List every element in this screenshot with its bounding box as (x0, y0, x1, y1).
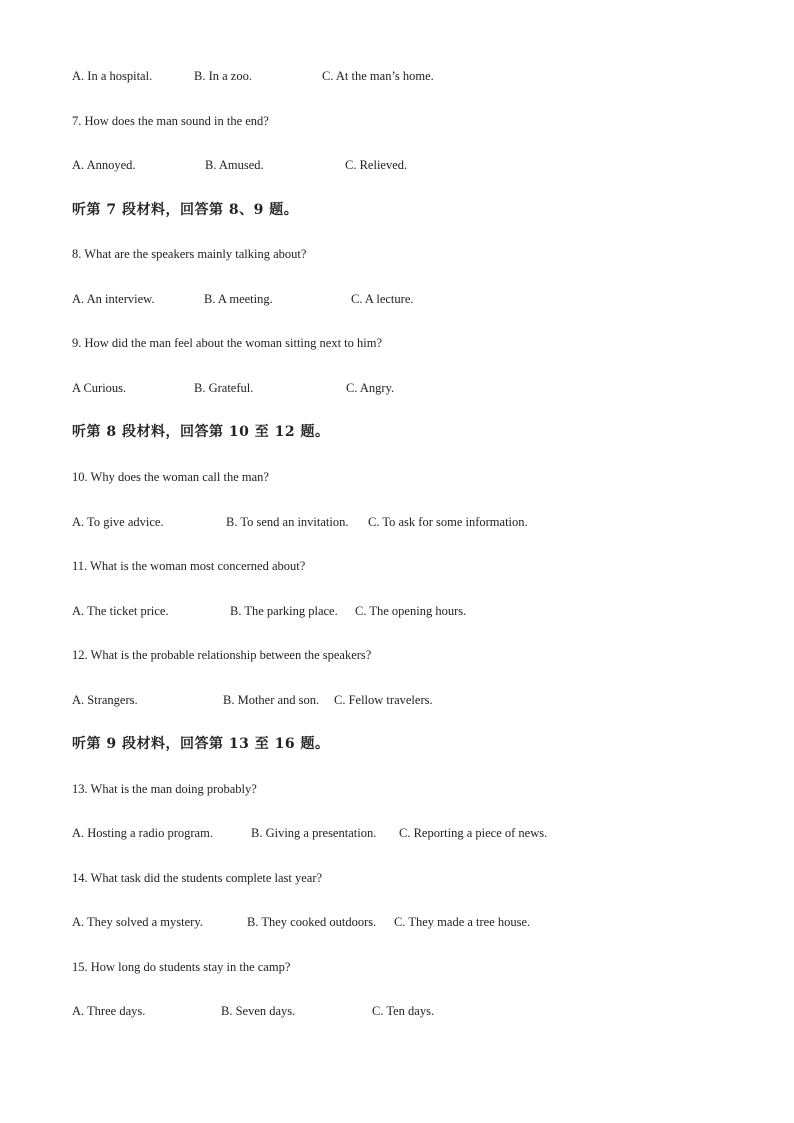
option-c: C. Reporting a piece of news. (399, 826, 548, 840)
option-b: B. They cooked outdoors. (247, 915, 377, 929)
question-11: 11. What is the woman most concerned about? (72, 559, 306, 573)
section-heading-8: 听第 8 段材料，回答第 10 至 12 题。 (72, 424, 330, 440)
section-heading-7: 听第 7 段材料，回答第 8、9 题。 (72, 202, 299, 218)
option-a: A. Annoyed. (72, 158, 136, 172)
option-c: C. Relieved. (345, 158, 408, 172)
question-9: 9. How did the man feel about the woman sitting next to him? (72, 336, 383, 350)
section-heading-9: 听第 9 段材料，回答第 13 至 16 题。 (72, 736, 330, 752)
option-b: B. Mother and son. (223, 693, 320, 707)
option-b: B. Amused. (205, 158, 264, 172)
option-b: B. The parking place. (230, 604, 338, 618)
option-c: C. To ask for some information. (368, 515, 528, 529)
question-12: 12. What is the probable relationship between the speakers? (72, 648, 372, 662)
option-c: C. Fellow travelers. (334, 693, 433, 707)
option-c: C. At the man’s home. (322, 69, 434, 83)
option-a: A. Hosting a radio program. (72, 826, 213, 840)
option-a: A. Three days. (72, 1004, 146, 1018)
option-b: B. Giving a presentation. (251, 826, 377, 840)
question-13: 13. What is the man doing probably? (72, 782, 257, 796)
question-7: 7. How does the man sound in the end? (72, 114, 269, 128)
question-15: 15. How long do students stay in the camp? (72, 960, 291, 974)
question-10: 10. Why does the woman call the man? (72, 470, 269, 484)
option-a: A. An interview. (72, 292, 155, 306)
option-b: B. To send an invitation. (226, 515, 349, 529)
question-14: 14. What task did the students complete last year? (72, 871, 323, 885)
option-a: A. To give advice. (72, 515, 164, 529)
option-a: A Curious. (72, 381, 127, 395)
option-a: A. Strangers. (72, 693, 138, 707)
option-b: B. In a zoo. (194, 69, 252, 83)
option-a: A. They solved a mystery. (72, 915, 203, 929)
option-b: B. Seven days. (221, 1004, 296, 1018)
option-c: C. Ten days. (372, 1004, 435, 1018)
option-a: A. In a hospital. (72, 69, 153, 83)
option-b: B. Grateful. (194, 381, 254, 395)
option-c: C. Angry. (346, 381, 395, 395)
option-c: C. They made a tree house. (394, 915, 531, 929)
option-a: A. The ticket price. (72, 604, 169, 618)
option-c: C. A lecture. (351, 292, 414, 306)
option-c: C. The opening hours. (355, 604, 467, 618)
option-b: B. A meeting. (204, 292, 273, 306)
question-8: 8. What are the speakers mainly talking about? (72, 247, 307, 261)
